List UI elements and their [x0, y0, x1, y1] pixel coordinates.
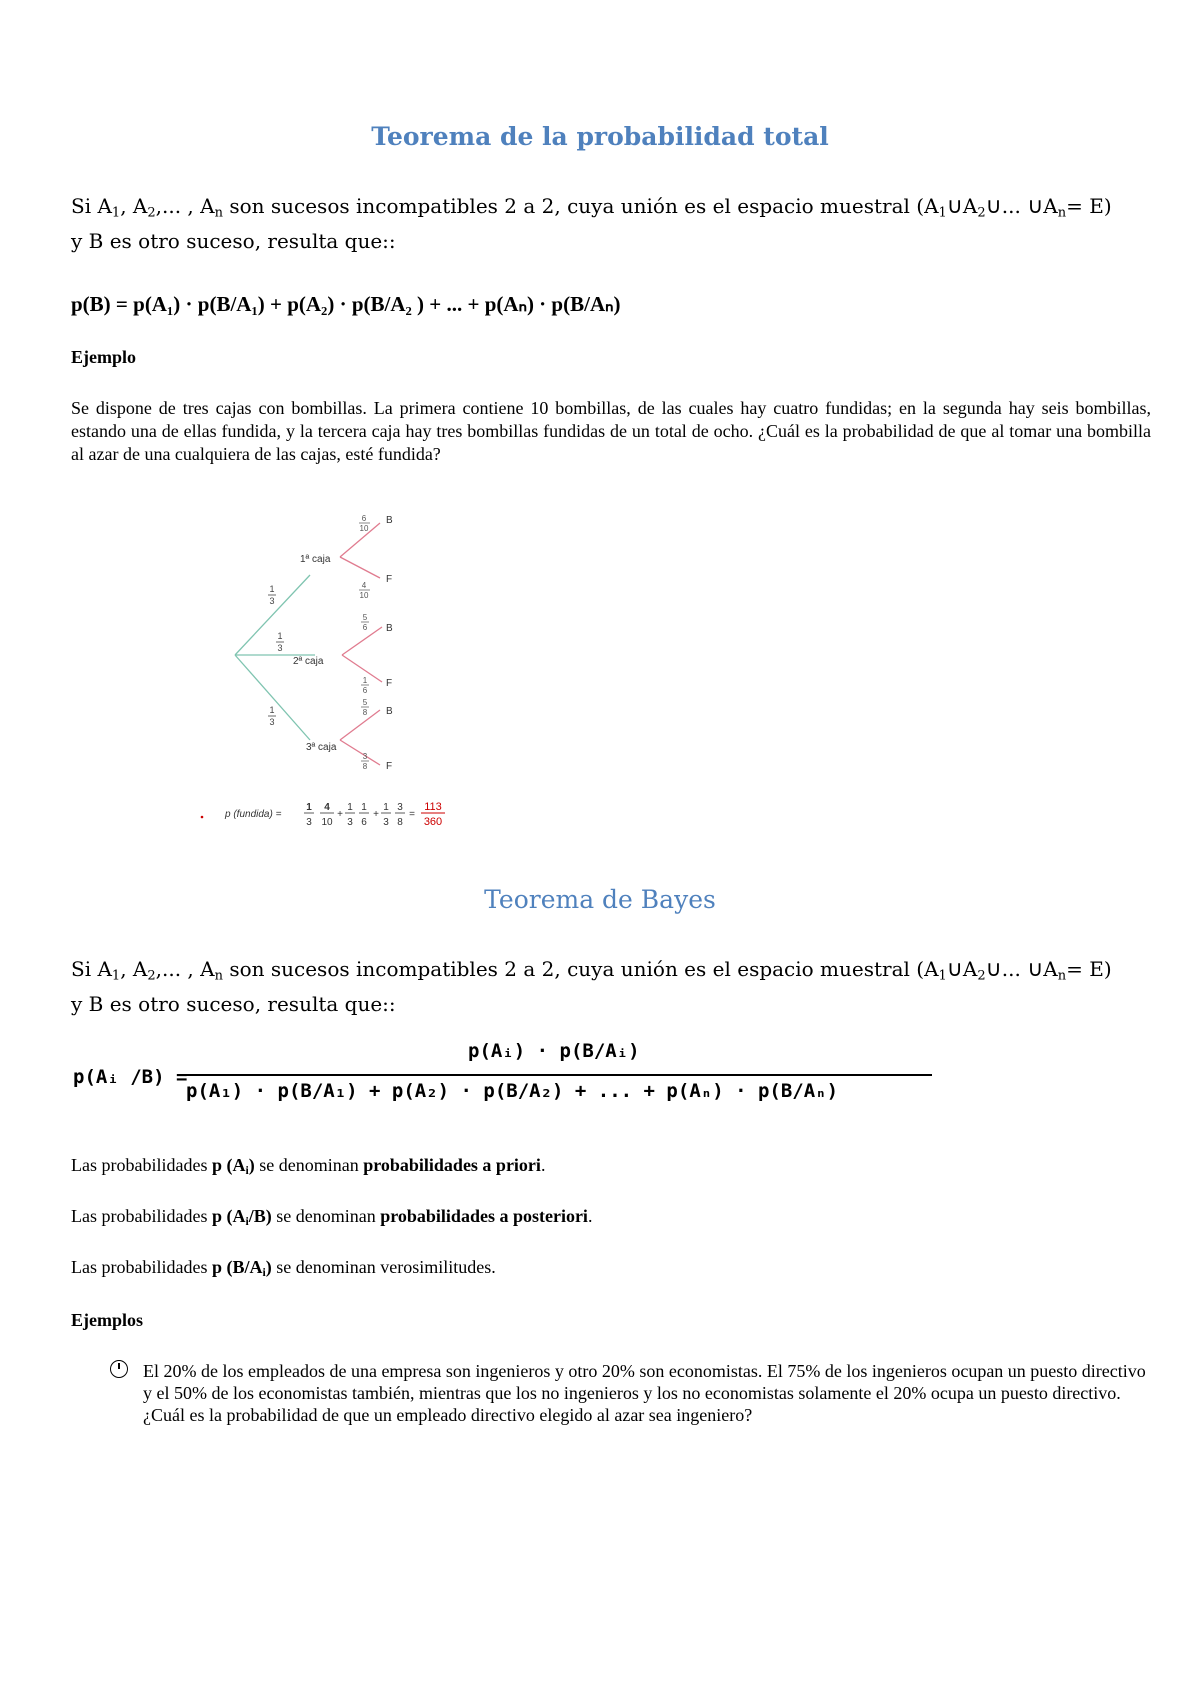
- bayes-numerator: p(Aᵢ) · p(B/Aᵢ): [468, 1040, 640, 1062]
- branch1-prob-den: 3: [269, 596, 275, 606]
- box1-outcome-f: F: [386, 574, 393, 585]
- svg-text:1: 1: [383, 802, 389, 813]
- box2-outcome-f: F: [386, 678, 393, 689]
- bayes-example-item: El 20% de los empleados de una empresa son ingenieros y otro 20% son economistas. El 75% de los ingenieros ocupan un puesto directivo y el 50% de los economistas también, mientras que los no ingenieros y los no economistas solamente el 20% ocupa un puesto directivo. ¿Cuál es la probabilidad de que un empleado directivo elegido al azar sea ingeniero?: [143, 1361, 1146, 1425]
- likelihoods-line: Las probabilidades p $(B/A_i)$ se denominan verosimilitudes.: [71, 1257, 496, 1279]
- box3-to-f: [340, 740, 380, 765]
- branch3-prob-den: 3: [269, 717, 275, 727]
- svg-text:1: 1: [306, 802, 312, 813]
- second-level-branches: [340, 523, 382, 765]
- svg-text:3: 3: [306, 817, 312, 828]
- box1-bad-den: 10: [359, 591, 369, 600]
- section-title-total-probability: Teorema de la probabilidad total: [371, 122, 829, 151]
- branch-to-box3: [235, 655, 310, 740]
- svg-text:+: +: [337, 809, 343, 820]
- probability-tree-diagram: [190, 505, 490, 830]
- box2-label: 2ª caja: [293, 656, 324, 667]
- result-numerator: 113: [424, 801, 442, 813]
- result-denominator: 360: [423, 816, 443, 828]
- bayes-fraction-bar: [184, 1074, 932, 1076]
- svg-text:1: 1: [347, 802, 353, 813]
- box3-good-den: 8: [362, 708, 368, 717]
- box1-bad-num: 4: [361, 581, 367, 590]
- branch1-prob-num: 1: [269, 584, 275, 594]
- svg-text:8: 8: [397, 817, 403, 828]
- box2-bad-num: 1: [362, 676, 368, 685]
- svg-text:10: 10: [321, 817, 333, 828]
- examples-label: Ejemplos: [71, 1310, 143, 1330]
- box3-to-b: [340, 710, 380, 740]
- red-bullet-dot: [201, 816, 204, 819]
- branch2-prob-den: 3: [277, 643, 283, 653]
- svg-text:4: 4: [324, 802, 330, 813]
- clock-bullet-icon: [110, 1360, 128, 1378]
- bayes-lhs: p(Aᵢ /B) =: [73, 1066, 188, 1088]
- example-label: Ejemplo: [71, 347, 136, 367]
- example-problem-text: Se dispone de tres cajas con bombillas. La primera contiene 10 bombillas, de las cuales hay cuatro fundidas; en la segunda hay seis bombillas, estando una de ellas fundida, y la tercera caja hay tres bombillas fundidas de un total de ocho. ¿Cuál es la probabilidad de que al tomar una bombilla al azar de una cualquiera de las cajas, esté fundida?: [71, 398, 1151, 464]
- bayes-intro: Si $A_1$, $A_2$,... , $A_n$ son sucesos incompatibles 2 a 2, cuya unión es el espacio muestral ($A_1\cup A_2\cup$... $\cup A_n= E$) y B es otro suceso, resulta que::: [71, 957, 1112, 1017]
- branch3-prob-num: 1: [269, 705, 275, 715]
- result-label: p (fundida) =: [225, 809, 282, 820]
- box3-outcome-f: F: [386, 761, 393, 772]
- svg-text:=: =: [409, 809, 415, 820]
- prior-probabilities-line: Las probabilidades p $(A_i)$ se denominan probabilidades a priori.: [71, 1155, 546, 1177]
- section-title-bayes: Teorema de Bayes: [484, 885, 716, 914]
- total-probability-intro: Si $A_1$, $A_2$,... , $A_n$ son sucesos incompatibles 2 a 2, cuya unión es el espacio muestral ($A_1\cup A_2\cup$... $\cup A_n= E$) y B es otro suceso, resulta que::: [71, 194, 1112, 254]
- box2-bad-den: 6: [362, 686, 368, 695]
- svg-text:6: 6: [361, 817, 367, 828]
- bayes-denominator: p(A₁) · p(B/A₁) + p(A₂) · p(B/A₂) + ... + p(Aₙ) · p(B/Aₙ): [186, 1080, 839, 1102]
- box1-label: 1ª caja: [300, 554, 331, 565]
- box1-outcome-b: B: [386, 515, 393, 526]
- box1-good-den: 10: [359, 524, 369, 533]
- svg-text:3: 3: [383, 817, 389, 828]
- svg-text:3: 3: [397, 802, 403, 813]
- svg-text:3: 3: [347, 817, 353, 828]
- box3-bad-num: 3: [362, 752, 368, 761]
- box1-to-f: [340, 557, 380, 578]
- svg-text:1: 1: [361, 802, 367, 813]
- branch2-prob-num: 1: [277, 631, 283, 641]
- box2-outcome-b: B: [386, 623, 393, 634]
- box3-bad-den: 8: [362, 762, 368, 771]
- box3-label: 3ª caja: [306, 742, 337, 753]
- box3-good-num: 5: [362, 698, 368, 707]
- total-probability-formula: p(B) = p(A₁) · p(B/A₁) + p(A₂) · p(B/A₂ ) + ... + p(Aₙ) · p(B/Aₙ): [71, 292, 621, 316]
- box2-good-num: 5: [362, 613, 368, 622]
- box2-good-den: 6: [362, 623, 368, 632]
- svg-text:+: +: [373, 809, 379, 820]
- box1-good-num: 6: [361, 514, 367, 523]
- box3-outcome-b: B: [386, 706, 393, 717]
- posterior-probabilities-line: Las probabilidades p $(A_i/B)$ se denominan probabilidades a posteriori.: [71, 1206, 593, 1228]
